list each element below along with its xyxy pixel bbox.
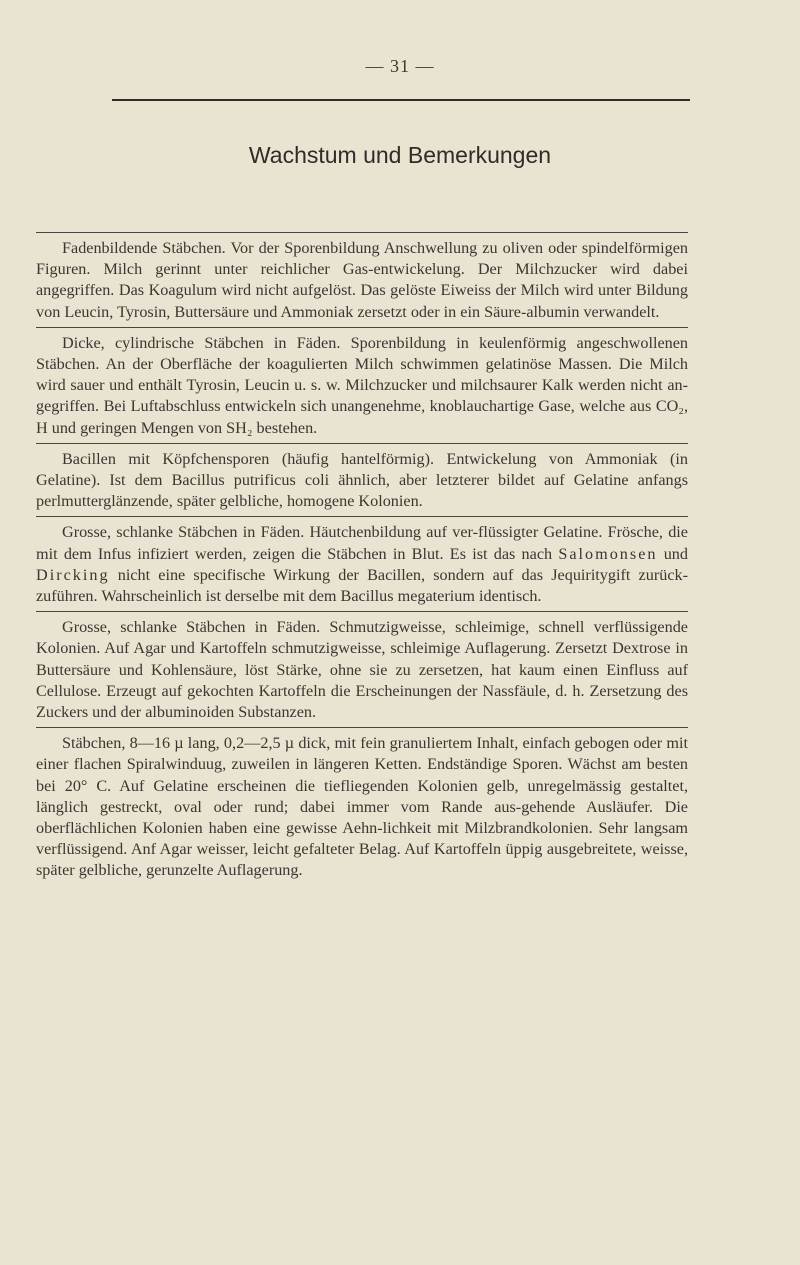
entry-4-and: und bbox=[657, 544, 688, 563]
entry-3-text: Bacillen mit Köpfchensporen (häufig hantelförmig). Entwickelung von Ammoniak (in Gelatine). Ist dem Bacillus putrificus coli ähnlich, aber letzterer bildet auf Gelatine anfangs perlmutterglänzende, später gelbliche, homogene Kolonien. bbox=[36, 449, 688, 511]
author-name-salomonsen: Salomonsen bbox=[558, 544, 658, 563]
entries-column bbox=[36, 232, 688, 886]
author-name-dircking: Dircking bbox=[36, 565, 110, 584]
entry-6 bbox=[36, 727, 688, 885]
page-number: — 31 — bbox=[365, 56, 435, 76]
top-rule bbox=[112, 99, 690, 101]
entry-6-text: Stäbchen, 8—16 µ lang, 0,2—2,5 µ dick, mit fein granuliertem Inhalt, einfach gebogen oder mit einer flachen Spiralwinduug, zuweilen in längeren Ketten. Endständige Sporen. Wächst am besten bei 20° C. Auf Gelatine erscheinen die tiefliegenden Kolonien gelb, unregelmässig gestaltet, länglich gestreckt, oval oder rund; dabei immer vom Rande aus-gehende Ausläufer. Die oberflächlichen Kolonien haben eine gewisse Aehn-lichkeit mit Milzbrandkolonien. Sehr langsam verflüssigend. Anf Agar weisser, leicht gefalteter Belag. Auf Kartoffeln üppig ausgebreitete, weisse, später gelbliche, gerunzelte Auflagerung. bbox=[36, 734, 688, 880]
entry-1 bbox=[36, 232, 688, 327]
entry-4-text-after: nicht eine specifische Wirkung der Bacillen, sondern auf das Jequiritygift zurück-zuführen. Wahrscheinlich ist derselbe mit dem Bacillus megaterium identisch. bbox=[36, 565, 688, 606]
entry-4-text bbox=[36, 522, 688, 607]
entry-5-text: Grosse, schlanke Stäbchen in Fäden. Schmutzigweisse, schleimige, schnell verflüssigende Kolonien. Auf Agar und Kartoffeln schmutzigweisse, schleimige Auflagerung. Zersetzt Dextrose in Buttersäure und Kohlensäure, löst Stärke, ohne sie zu zersetzen, hat kaum einen Einfluss auf Cellulose. Erzeugt auf gekochten Kartoffeln die Erscheinungen der Nassfäule, d. h. Zersetzung des Zuckers und der albuminoiden Substanzen. bbox=[36, 618, 688, 722]
entry-3 bbox=[36, 443, 688, 517]
entry-5 bbox=[36, 611, 688, 727]
entry-1-text: Fadenbildende Stäbchen. Vor der Sporenbildung Anschwellung zu oliven oder spindelförmigen Figuren. Milch gerinnt unter reichlicher Gas-entwickelung. Der Milchzucker wird dabei angegriffen. Das Koagulum wird nicht aufgelöst. Das gelöste Eiweiss der Milch wird unter Bildung von Leucin, Tyrosin, Buttersäure und Ammoniak zersetzt oder in ein Säure-albumin verwandelt. bbox=[36, 239, 688, 321]
entry-4-text-before: Grosse, schlanke Stäbchen in Fäden. Häutchenbildung auf ver-flüssigter Gelatine. Frösche, die mit dem Infus infiziert werden, zeigen die Stäbchen in Blut. Es ist das nach bbox=[36, 523, 688, 563]
entry-4 bbox=[36, 516, 688, 611]
column-heading: Wachstum und Bemerkungen bbox=[248, 142, 552, 168]
entry-2 bbox=[36, 327, 688, 443]
entry-2-text: Dicke, cylindrische Stäbchen in Fäden. Sporenbildung in keulenförmig angeschwollenen Stäbchen. An der Oberfläche der koagulierten Milch schwimmen gelatinöse Massen. Die Milch wird sauer und enthält Tyrosin, Leucin u. s. w. Milchzucker und milchsaurer Kalk werden nicht an-gegriffen. Bei Luftabschluss entwickeln sich unangenehme, knoblauchartige Gase, welche aus CO₂, H und geringen Mengen von SH₂ bestehen. bbox=[36, 333, 688, 437]
